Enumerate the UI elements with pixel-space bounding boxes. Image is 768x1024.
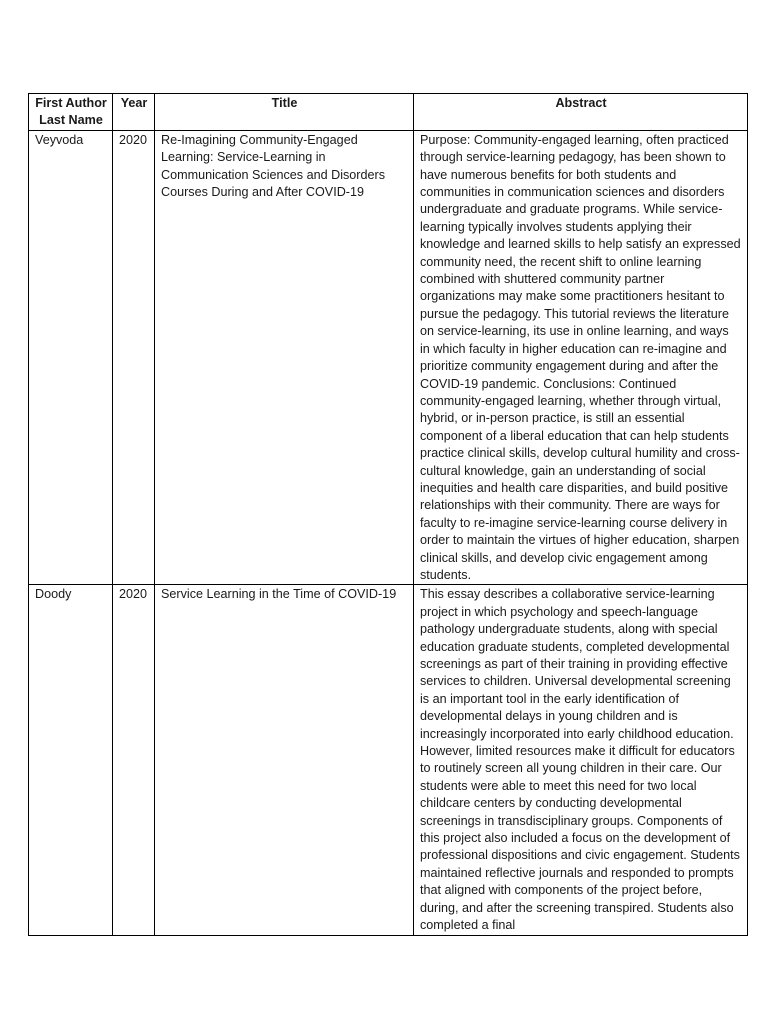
header-first-author: First Author Last Name — [29, 94, 113, 131]
header-year: Year — [113, 94, 155, 131]
header-abstract: Abstract — [414, 94, 748, 131]
cell-title: Service Learning in the Time of COVID-19 — [155, 585, 414, 935]
cell-title: Re-Imagining Community-Engaged Learning: Service-Learning in Communication Sciences and Disorders Courses During and After COVID-19 — [155, 130, 414, 585]
header-title: Title — [155, 94, 414, 131]
cell-author: Doody — [29, 585, 113, 935]
literature-table — [28, 93, 748, 936]
cell-abstract: Purpose: Community-engaged learning, often practiced through service-learning pedagogy, has been shown to have numerous benefits for both students and communities in communication sciences and disorders undergraduate and graduate programs. While service-learning typically involves students applying their knowledge and learned skills to help satisfy an expressed community need, the recent shift to online learning combined with shuttered community partner organizations may make some practitioners hesitant to pursue the pedagogy. This tutorial reviews the literature on service-learning, its use in online learning, and ways in which faculty in higher education can re-imagine and prioritize community engagement during and after the COVID-19 pandemic. Conclusions: Continued community-engaged learning, whether through virtual, hybrid, or in-person practice, is still an essential component of a liberal education that can help students practice clinical skills, develop cultural humility and cross-cultural knowledge, gain an understanding of social inequities and health care disparities, and build positive relationships with their community. There are ways for faculty to re-imagine service-learning course delivery in order to maintain the virtues of higher education, sharpen clinical skills, and develop civic engagement among students. — [414, 130, 748, 585]
cell-year: 2020 — [113, 585, 155, 935]
cell-author: Veyvoda — [29, 130, 113, 585]
cell-year: 2020 — [113, 130, 155, 585]
cell-abstract: This essay describes a collaborative service-learning project in which psychology and speech-language pathology undergraduate students, along with special education graduate students, completed developmental screenings as part of their training in providing effective services to children. Universal developmental screening is an important tool in the early identification of developmental delays in young children and is increasingly incorporated into early childhood education. However, limited resources make it difficult for educators to routinely screen all young children in their care. Our students were able to meet this need for two local childcare centers by conducting developmental screenings in transdisciplinary groups. Components of this project also included a focus on the development of professional dispositions and civic engagement. Students maintained reflective journals and responded to prompts that aligned with components of the project before, during, and after the screening transpired. Students also completed a final — [414, 585, 748, 935]
table-row — [29, 585, 748, 935]
table-row — [29, 130, 748, 585]
table-header-row — [29, 94, 748, 131]
